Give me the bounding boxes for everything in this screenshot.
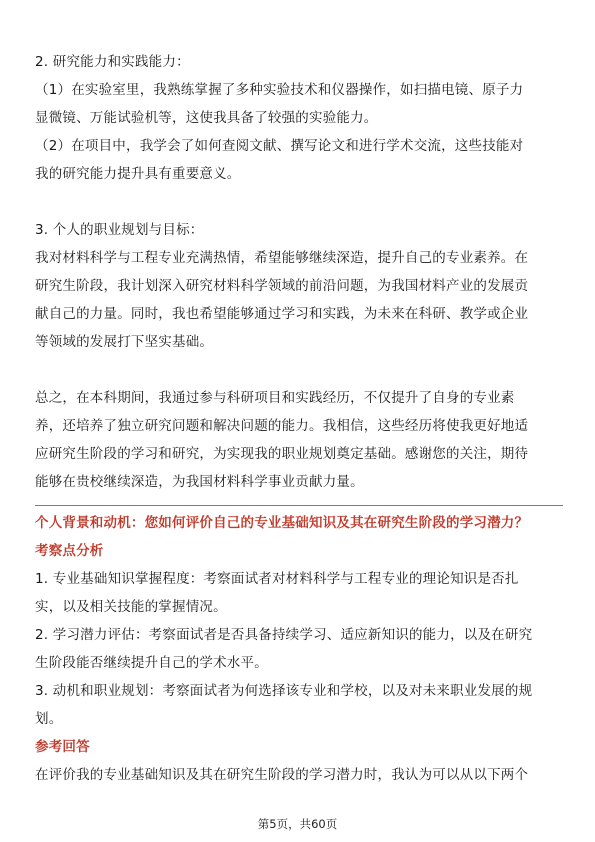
analysis-line: 1. 专业基础知识掌握程度：考察面试者对材料科学与工程专业的理论知识是否扎: [35, 571, 519, 587]
question-title: 个人背景和动机：您如何评价自己的专业基础知识及其在研究生阶段的学习潜力？: [35, 515, 529, 531]
analysis-line: 划。: [35, 711, 63, 727]
document-body: [35, 48, 563, 789]
paragraph-line: （2）在项目中，我学会了如何查阅文献、撰写论文和进行学术交流，这些技能对: [35, 138, 524, 154]
answer-heading: 参考回答: [35, 739, 90, 755]
paragraph-line: 献自己的力量。同时，我也希望能够通过学习和实践，为未来在科研、教学或企业: [35, 306, 529, 322]
summary-line: 应研究生阶段的学习和研究，为实现我的职业规划奠定基础。感谢您的关注，期待: [35, 446, 529, 462]
paragraph-line: 显微镜、万能试验机等，这使我具备了较强的实验能力。: [35, 110, 378, 126]
section-2-heading: 2. 研究能力和实践能力：: [35, 54, 190, 70]
paragraph-line: 我的研究能力提升具有重要意义。: [35, 166, 241, 182]
paragraph-line: 等领域的发展打下坚实基础。: [35, 334, 214, 350]
analysis-line: 生阶段能否继续提升自己的学术水平。: [35, 655, 268, 671]
paragraph-line: 我对材料科学与工程专业充满热情，希望能够继续深造，提升自己的专业素养。在: [35, 250, 529, 266]
analysis-line: 2. 学习潜力评估：考察面试者是否具备持续学习、适应新知识的能力，以及在研究: [35, 627, 533, 643]
summary-line: 养，还培养了独立研究问题和解决问题的能力。我相信，这些经历将使我更好地适: [35, 418, 529, 434]
paragraph-line: 研究生阶段，我计划深入研究材料科学领域的前沿问题，为我国材料产业的发展贡: [35, 278, 529, 294]
analysis-line: 实，以及相关技能的掌握情况。: [35, 599, 227, 615]
paragraph-line: （1）在实验室里，我熟练掌握了多种实验技术和仪器操作，如扫描电镜、原子力: [35, 82, 524, 98]
section-3-heading: 3. 个人的职业规划与目标：: [35, 222, 204, 238]
analysis-line: 3. 动机和职业规划：考察面试者为何选择该专业和学校，以及对未来职业发展的规: [35, 683, 533, 699]
section-divider: [35, 505, 563, 506]
analysis-heading: 考察点分析: [35, 543, 104, 559]
summary-line: 能够在贵校继续深造，为我国材料科学事业贡献力量。: [35, 474, 364, 490]
summary-line: 总之，在本科期间，我通过参与科研项目和实践经历，不仅提升了自身的专业素: [35, 390, 515, 406]
page-number: 第5页，共60页: [257, 817, 338, 831]
answer-line: 在评价我的专业基础知识及其在研究生阶段的学习潜力时，我认为可以从以下两个: [35, 767, 529, 783]
